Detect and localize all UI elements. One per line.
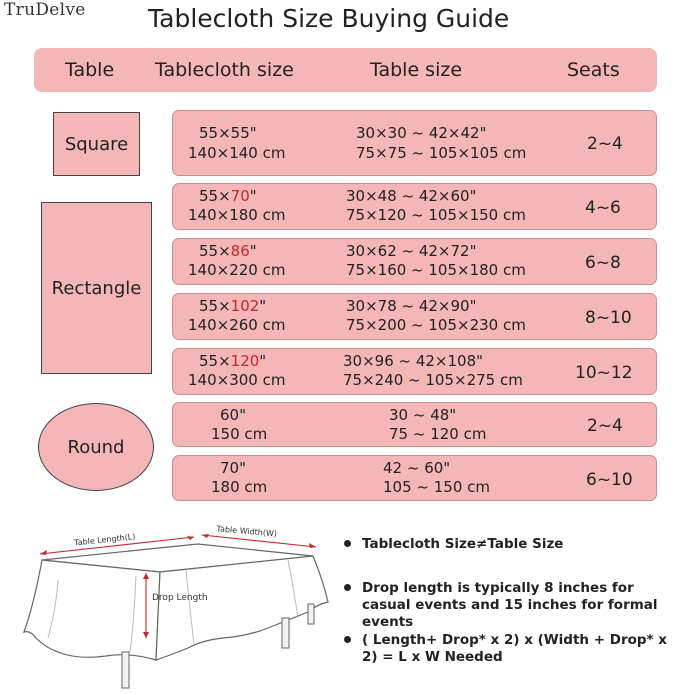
size-row-round-2 bbox=[172, 455, 657, 501]
cloth-size-cm: 140×180 cm bbox=[188, 206, 286, 224]
tablecloth-diagram bbox=[18, 520, 338, 692]
cloth-size-inches: 55×70" bbox=[199, 187, 257, 205]
cloth-size-inches: 55×86" bbox=[199, 242, 257, 260]
table-size-cm: 75×120 ~ 105×150 cm bbox=[346, 206, 526, 224]
seats-value: 2~4 bbox=[587, 416, 623, 436]
seats-value: 2~4 bbox=[587, 134, 623, 154]
seats-value: 8~10 bbox=[585, 308, 632, 328]
table-size-inches: 30×30 ~ 42×42" bbox=[356, 124, 487, 142]
table-size-inches: 30×78 ~ 42×90" bbox=[346, 297, 477, 315]
size-row-rectangle-3 bbox=[172, 293, 657, 340]
seats-value: 4~6 bbox=[585, 198, 621, 218]
table-header bbox=[34, 48, 657, 92]
table-size-inches: 42 ~ 60" bbox=[383, 459, 451, 477]
round-table-shape bbox=[38, 403, 154, 491]
cloth-size-cm: 140×140 cm bbox=[188, 144, 286, 162]
seats-value: 6~10 bbox=[586, 470, 633, 490]
cloth-size-cm: 140×260 cm bbox=[188, 316, 286, 334]
width-label: Table Width(W) bbox=[216, 524, 278, 539]
seats-value: 6~8 bbox=[585, 253, 621, 273]
square-label: Square bbox=[64, 133, 129, 155]
page-title: Tablecloth Size Buying Guide bbox=[148, 4, 510, 33]
table-size-cm: 75×160 ~ 105×180 cm bbox=[346, 261, 526, 279]
table-size-cm: 105 ~ 150 cm bbox=[383, 478, 490, 496]
round-label: Round bbox=[67, 436, 125, 458]
size-row-square bbox=[172, 110, 657, 176]
table-size-inches: 30 ~ 48" bbox=[389, 406, 457, 424]
size-row-rectangle-1 bbox=[172, 183, 657, 230]
size-row-rectangle-4 bbox=[172, 348, 657, 395]
cloth-size-inches: 70" bbox=[220, 459, 246, 477]
size-row-rectangle-2 bbox=[172, 238, 657, 285]
cloth-size-cm: 150 cm bbox=[211, 425, 268, 443]
brand-logo: TruDelve bbox=[4, 0, 86, 20]
cloth-size-cm: 180 cm bbox=[211, 478, 268, 496]
rectangle-table-shape bbox=[41, 202, 152, 374]
seats-value: 10~12 bbox=[575, 363, 633, 383]
bullet-dot-icon bbox=[344, 584, 351, 591]
table-size-cm: 75×200 ~ 105×230 cm bbox=[346, 316, 526, 334]
cloth-size-cm: 140×220 cm bbox=[188, 261, 286, 279]
table-size-inches: 30×62 ~ 42×72" bbox=[346, 242, 477, 260]
table-size-inches: 30×96 ~ 42×108" bbox=[343, 352, 484, 370]
header-seats: Seats bbox=[567, 59, 620, 81]
drop-label: Drop Length bbox=[152, 593, 208, 603]
cloth-size-inches: 55×120" bbox=[199, 352, 267, 370]
header-tablecloth-size: Tablecloth size bbox=[155, 59, 294, 81]
cloth-size-cm: 140×300 cm bbox=[188, 371, 286, 389]
cloth-size-inches: 55×102" bbox=[199, 297, 267, 315]
size-row-round-1 bbox=[172, 402, 657, 447]
square-table-shape bbox=[53, 112, 140, 176]
header-table: Table bbox=[65, 59, 115, 81]
rectangle-label: Rectangle bbox=[51, 277, 142, 299]
length-label: Table Length(L) bbox=[73, 532, 136, 548]
bullet-dot-icon bbox=[344, 540, 351, 547]
table-size-cm: 75×75 ~ 105×105 cm bbox=[356, 144, 527, 162]
header-table-size: Table size bbox=[370, 59, 463, 81]
cloth-size-inches: 60" bbox=[220, 406, 246, 424]
table-size-cm: 75 ~ 120 cm bbox=[389, 425, 487, 443]
table-size-inches: 30×48 ~ 42×60" bbox=[346, 187, 477, 205]
bullet-dot-icon bbox=[344, 636, 351, 643]
cloth-size-inches: 55×55" bbox=[199, 124, 257, 142]
table-size-cm: 75×240 ~ 105×275 cm bbox=[343, 371, 523, 389]
